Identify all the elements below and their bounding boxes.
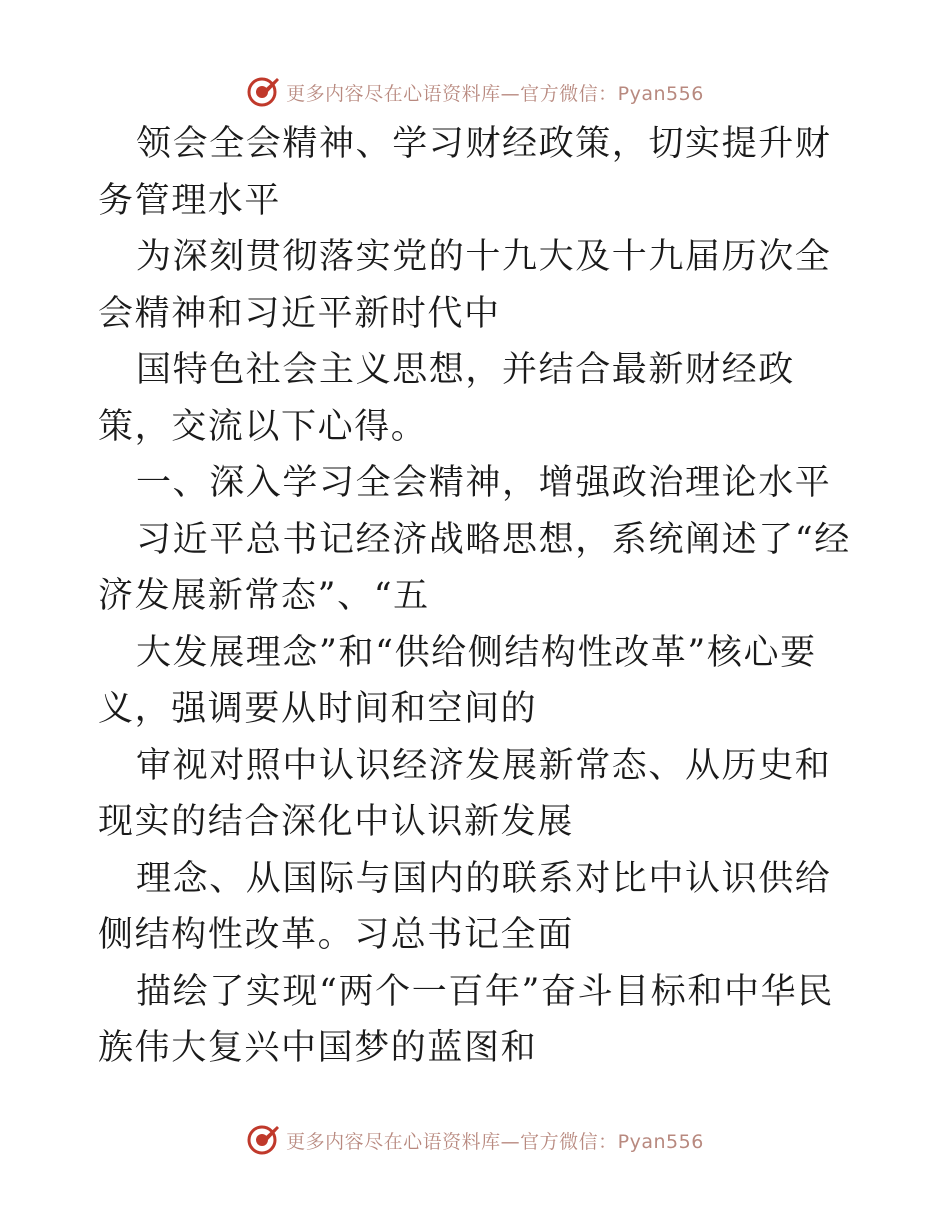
paragraph: 大发展理念”和“供给侧结构性改革”核心要义，强调要从时间和空间的 [98,632,817,729]
watermark-text: 更多内容尽在心语资料库—官方微信：Pyan556 [286,82,704,105]
paragraph: 国特色社会主义思想，并结合最新财经政策，交流以下心得。 [98,350,795,447]
paragraph: 理念、从国际与国内的联系对比中认识供给侧结构性改革。习总书记全面 [98,858,832,955]
pen-logo-icon [246,75,280,109]
section-heading: 一、深入学习全会精神，增强政治理论水平 [136,463,832,503]
paragraph: 为深刻贯彻落实党的十九大及十九届历次全会精神和习近平新时代中 [98,237,832,334]
paragraph: 习近平总书记经济战略思想，系统阐述了“经济发展新常态”、“五 [98,519,851,616]
paragraph: 审视对照中认识经济发展新常态、从历史和现实的结合深化中认识新发展 [98,745,832,842]
footer-watermark [0,1120,950,1160]
header-watermark [0,72,950,112]
watermark-text: 更多内容尽在心语资料库—官方微信：Pyan556 [286,1130,704,1153]
document-body [98,116,858,1077]
paragraph: 描绘了实现“两个一百年”奋斗目标和中华民族伟大复兴中国梦的蓝图和 [98,971,834,1068]
pen-logo-icon [246,1123,280,1157]
doc-title: 领会全会精神、学习财经政策，切实提升财务管理水平 [98,124,832,221]
